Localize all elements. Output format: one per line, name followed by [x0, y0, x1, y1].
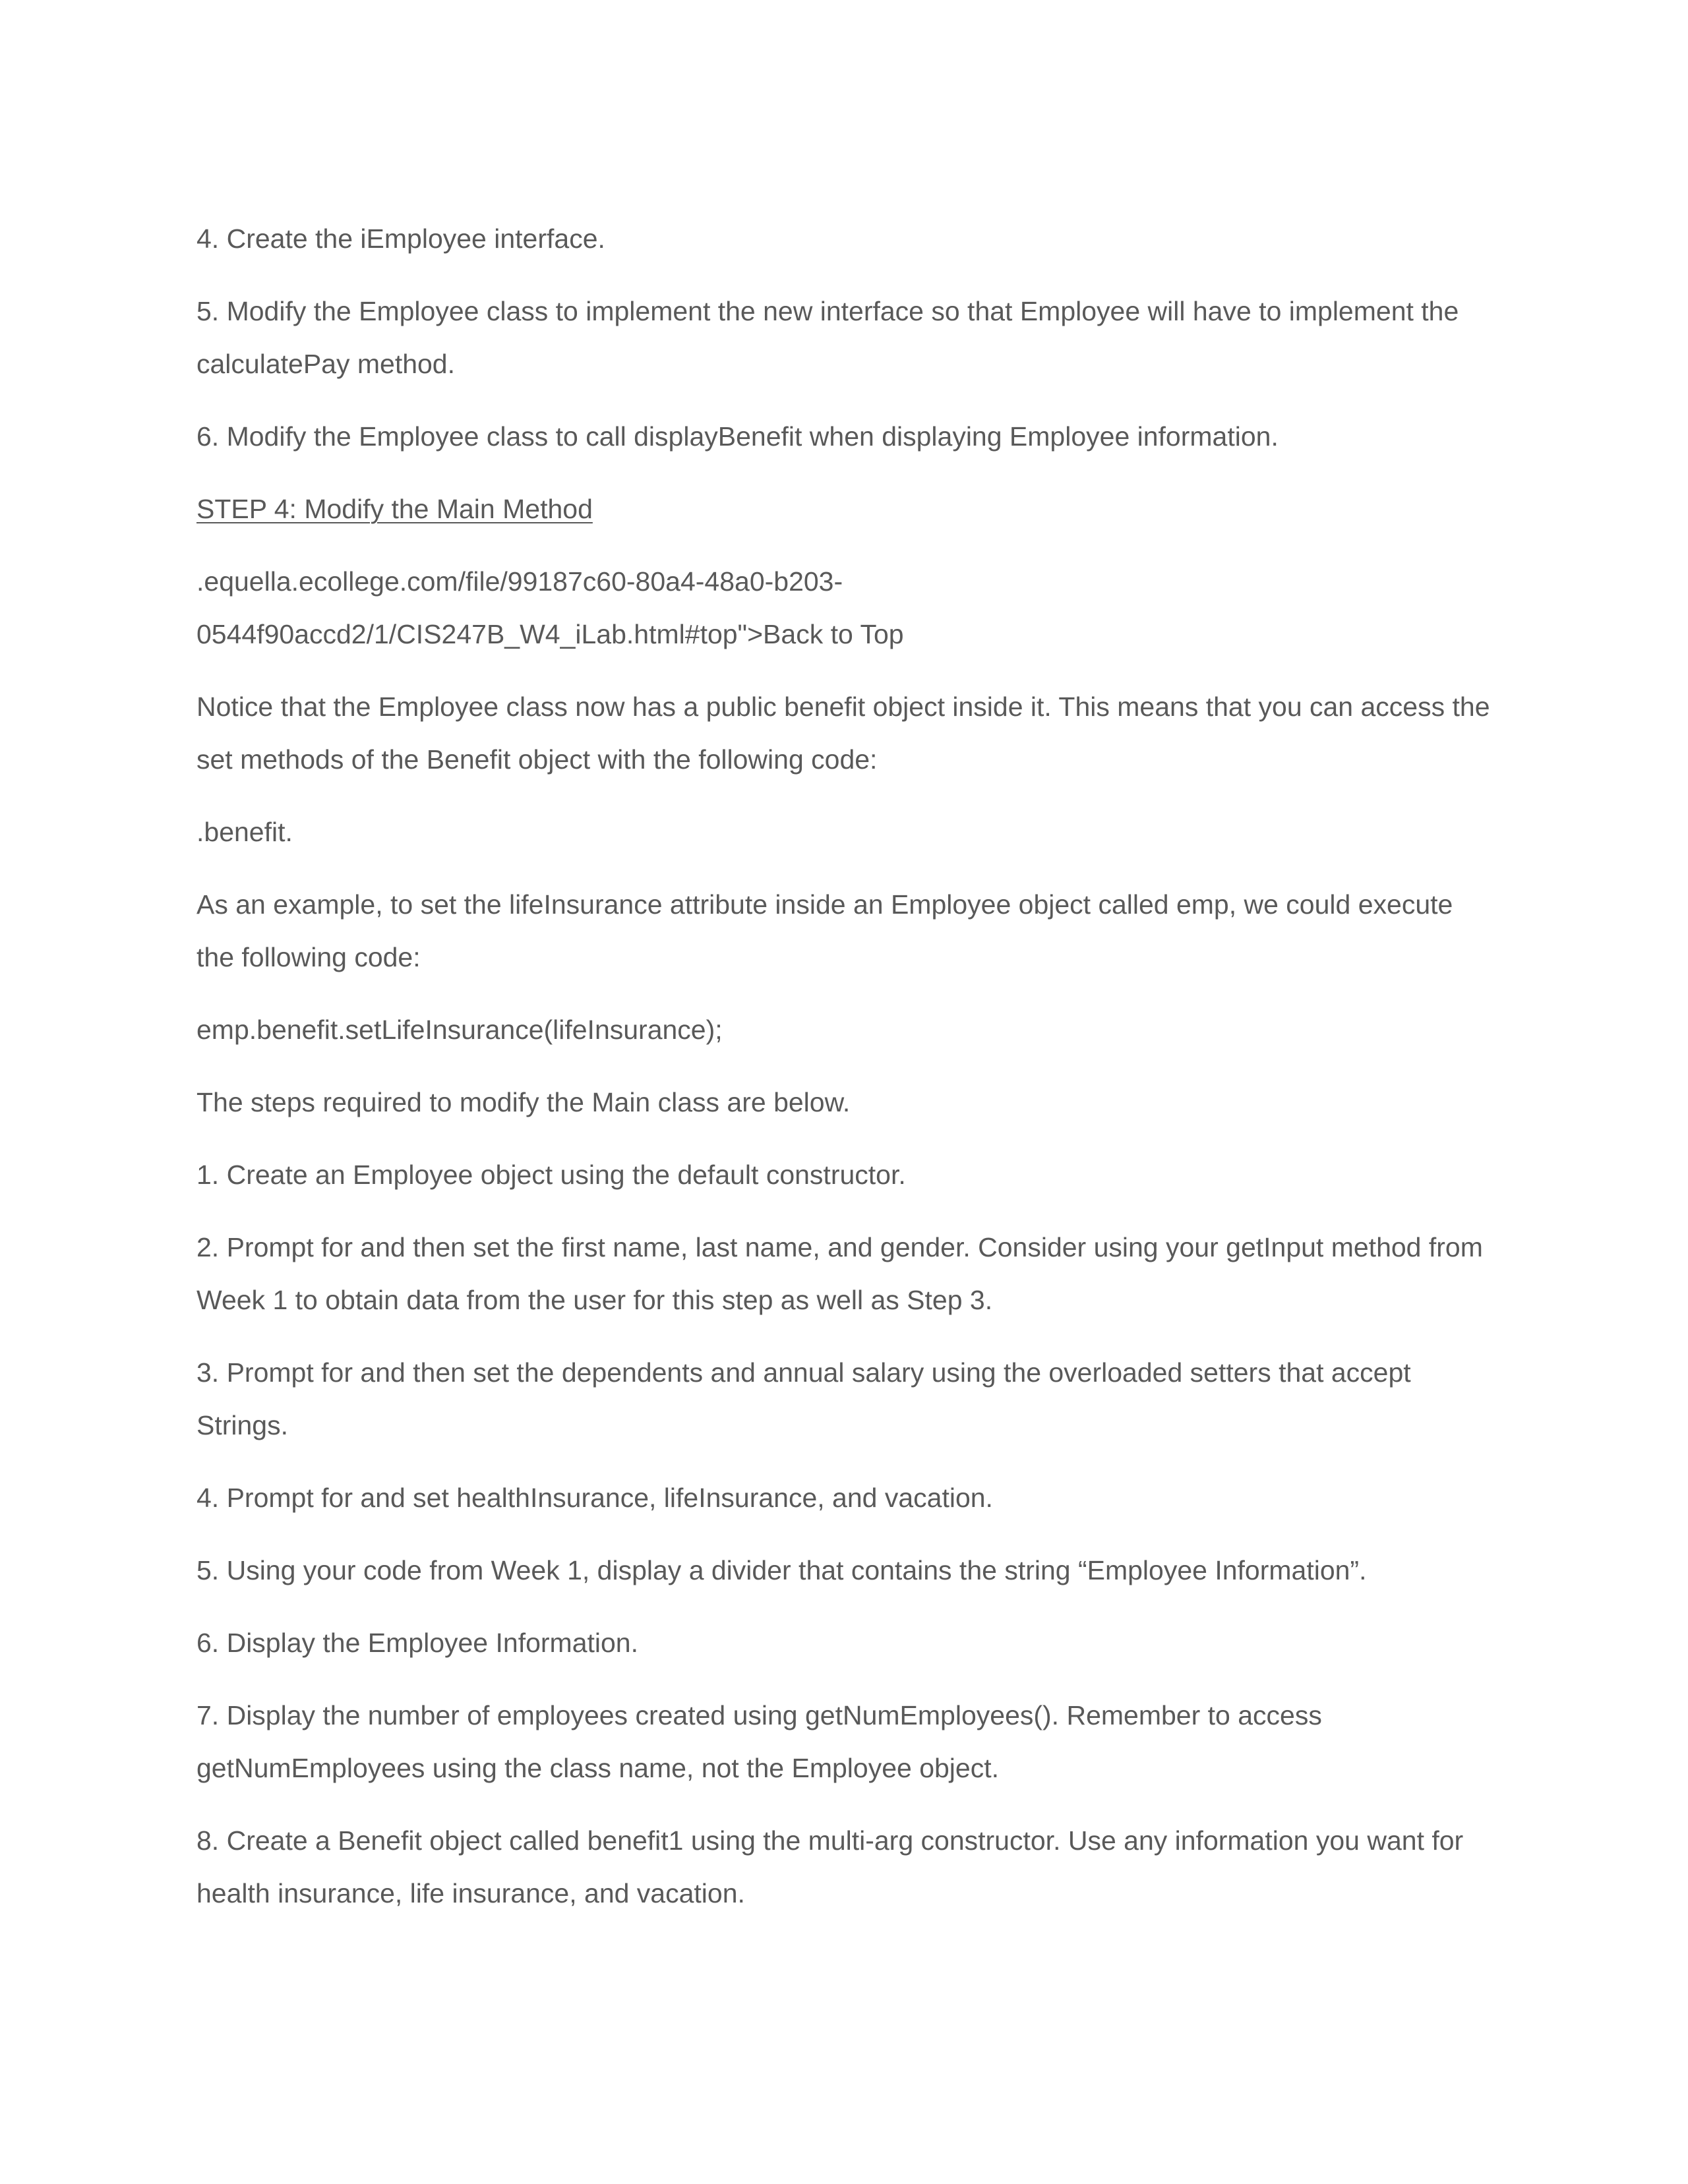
back-link-line-1: .equella.ecollege.com/file/99187c60-80a4-48a0-b203-: [196, 566, 843, 597]
step4-item-1: 1. Create an Employee object using the default constructor.: [196, 1160, 906, 1190]
code-set-life-insurance: emp.benefit.setLifeInsurance(lifeInsurance);: [196, 1015, 723, 1045]
back-to-top-link[interactable]: [196, 555, 1497, 661]
step4-item-8: 8. Create a Benefit object called benefit1 using the multi-arg constructor. Use any information you want for health insurance, life insurance, and vacation.: [196, 1825, 1464, 1908]
step4-item-2: 2. Prompt for and then set the first name, last name, and gender. Consider using your getInput method from Week 1 to obtain data from the user for this step as well as Step 3.: [196, 1232, 1483, 1315]
step4-item-6: 6. Display the Employee Information.: [196, 1628, 638, 1658]
step4-item-3: 3. Prompt for and then set the dependents and annual salary using the overloaded setters that accept Strings.: [196, 1357, 1411, 1440]
back-link-line-2: 0544f90accd2/1/CIS247B_W4_iLab.html#top">Back to Top: [196, 619, 904, 649]
code-benefit: .benefit.: [196, 817, 293, 847]
paragraph-steps-intro: The steps required to modify the Main class are below.: [196, 1087, 851, 1117]
paragraph-step3-item4: 4. Create the iEmployee interface.: [196, 223, 605, 254]
paragraph-step3-item5: 5. Modify the Employee class to implement the new interface so that Employee will have to implement the calculatePay method.: [196, 296, 1459, 379]
paragraph-step3-item6: 6. Modify the Employee class to call displayBenefit when displaying Employee information.: [196, 421, 1279, 452]
step4-item-7: 7. Display the number of employees created using getNumEmployees(). Remember to access getNumEmployees using the class name, not the Employee object.: [196, 1700, 1322, 1783]
step4-heading: STEP 4: Modify the Main Method: [196, 494, 593, 524]
step4-item-4: 4. Prompt for and set healthInsurance, lifeInsurance, and vacation.: [196, 1483, 993, 1513]
paragraph-notice: Notice that the Employee class now has a public benefit object inside it. This means that you can access the set methods of the Benefit object with the following code:: [196, 692, 1490, 775]
paragraph-example: As an example, to set the lifeInsurance attribute inside an Employee object called emp, we could execute the following code:: [196, 889, 1453, 972]
document-body: [196, 212, 1497, 1939]
step4-item-5: 5. Using your code from Week 1, display a divider that contains the string “Employee Information”.: [196, 1555, 1367, 1585]
